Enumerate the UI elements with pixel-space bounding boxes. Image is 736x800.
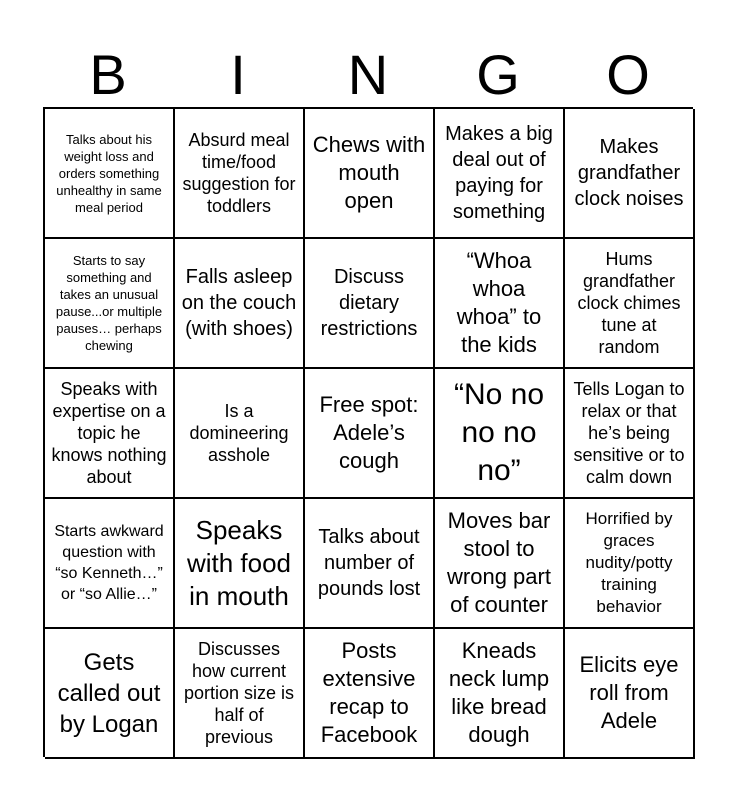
cell-text: Speaks with food in mouth xyxy=(186,514,292,611)
cell-text: Chews with mouth open xyxy=(312,132,426,213)
bingo-cell[interactable] xyxy=(565,109,695,239)
bingo-card-grid xyxy=(43,107,693,757)
bingo-cell[interactable] xyxy=(435,239,565,369)
cell-text: Makes a big deal out of paying for something xyxy=(445,123,553,223)
cell-text: Posts extensive recap to Facebook xyxy=(320,638,418,747)
bingo-cell[interactable] xyxy=(305,629,435,759)
header-letter-g: G xyxy=(476,43,520,106)
free-spot-cell[interactable] xyxy=(305,369,435,499)
cell-text: Absurd meal time/food suggestion for toddlers xyxy=(182,130,296,216)
cell-text: Falls asleep on the couch (with shoes) xyxy=(181,266,297,340)
bingo-header xyxy=(43,42,693,108)
cell-text: Tells Logan to relax or that he’s being sensitive or to calm down xyxy=(573,379,685,487)
bingo-cell[interactable] xyxy=(175,369,305,499)
bingo-cell[interactable] xyxy=(45,629,175,759)
header-letter-i: I xyxy=(230,43,246,106)
bingo-cell[interactable] xyxy=(175,109,305,239)
bingo-cell[interactable] xyxy=(305,239,435,369)
bingo-cell[interactable] xyxy=(175,239,305,369)
cell-text: Elicits eye roll from Adele xyxy=(579,652,679,733)
cell-text: Horrified by graces nudity/potty training behavior xyxy=(585,509,673,616)
bingo-cell[interactable] xyxy=(305,109,435,239)
cell-text: Talks about number of pounds lost xyxy=(317,526,421,600)
bingo-cell[interactable] xyxy=(175,629,305,759)
cell-text: Starts awkward question with “so Kenneth…” or “so Allie…” xyxy=(54,523,164,603)
header-letter-b: B xyxy=(89,43,127,106)
bingo-cell[interactable] xyxy=(305,499,435,629)
cell-text: Hums grandfather clock chimes tune at random xyxy=(577,249,681,357)
bingo-cell[interactable] xyxy=(45,499,175,629)
cell-text: Is a domineering asshole xyxy=(189,401,289,465)
bingo-cell[interactable] xyxy=(435,629,565,759)
cell-text: Discusses how current portion size is half of previous xyxy=(183,639,295,747)
bingo-cell[interactable] xyxy=(565,499,695,629)
bingo-cell[interactable] xyxy=(45,109,175,239)
cell-text: Discuss dietary restrictions xyxy=(320,266,418,340)
cell-text: Kneads neck lump like bread dough xyxy=(448,638,550,747)
bingo-cell[interactable] xyxy=(175,499,305,629)
cell-text: “Whoa whoa whoa” to the kids xyxy=(456,248,542,357)
cell-text: Makes grandfather clock noises xyxy=(574,136,684,210)
cell-text: Free spot: Adele’s cough xyxy=(319,392,419,473)
cell-text: Speaks with expertise on a topic he knows nothing about xyxy=(51,379,167,487)
cell-text: Moves bar stool to wrong part of counter xyxy=(447,508,551,617)
cell-text: Talks about his weight loss and orders something unhealthy in same meal period xyxy=(56,131,162,215)
bingo-cell[interactable] xyxy=(435,109,565,239)
bingo-cell[interactable] xyxy=(565,629,695,759)
cell-text: “No no no no no” xyxy=(453,378,545,487)
bingo-cell[interactable] xyxy=(565,239,695,369)
header-letter-n: N xyxy=(347,43,389,106)
cell-text: Starts to say something and takes an unusual pause...or multiple pauses… perhaps chewing xyxy=(55,253,163,353)
bingo-cell[interactable] xyxy=(45,369,175,499)
bingo-cell[interactable] xyxy=(435,369,565,499)
bingo-cell[interactable] xyxy=(435,499,565,629)
cell-text: Gets called out by Logan xyxy=(57,648,161,738)
bingo-cell[interactable] xyxy=(565,369,695,499)
bingo-cell[interactable] xyxy=(45,239,175,369)
header-letter-o: O xyxy=(606,43,650,106)
